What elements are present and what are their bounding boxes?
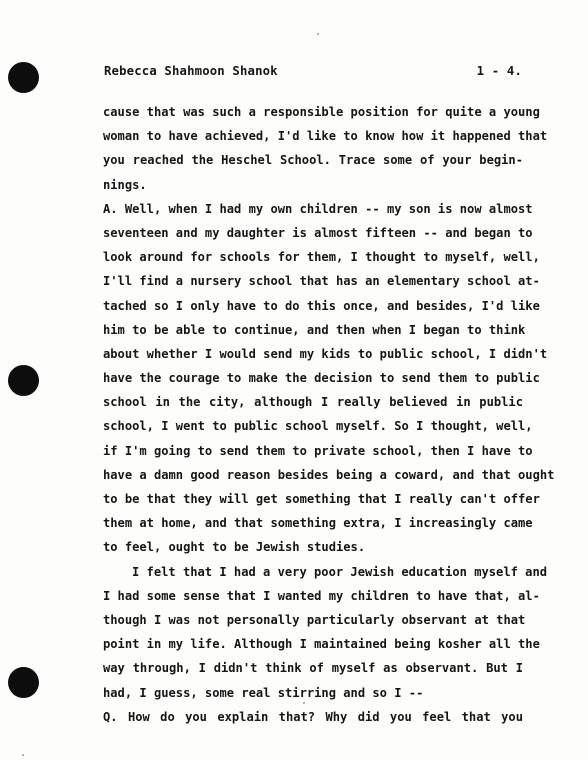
text-line: to be that they will get something that I really can't offer (103, 492, 540, 506)
paper-speck (22, 754, 24, 756)
text-line: cause that was such a responsible position for quite a young (103, 105, 540, 119)
paper-speck (317, 33, 319, 35)
text-line: woman to have achieved, I'd like to know how it happened that (103, 129, 548, 144)
text-line: school in the city, although I really believed in public (103, 395, 523, 410)
text-line: nings. (103, 177, 147, 192)
text-line: them at home, and that something extra, I increasingly came (103, 516, 533, 531)
text-line: seventeen and my daughter is almost fifteen -- and began to (103, 225, 533, 240)
text-line: about whether I would send my kids to public school, I didn't (103, 346, 548, 361)
header-title: Rebecca Shahmoon Shanok (104, 64, 278, 78)
text-line: Q. How do you explain that? Why did you feel that you (103, 709, 523, 724)
text-line: have a damn good reason besides being a coward, and that ought (103, 467, 555, 482)
text-line: to feel, ought to be Jewish studies. (103, 540, 366, 555)
text-line: I felt that I had a very poor Jewish education myself and (132, 564, 548, 579)
text-line: way through, I didn't think of myself as observant. But I (103, 661, 523, 676)
text-line: point in my life. Although I maintained being kosher all the (103, 637, 540, 652)
text-line: A. Well, when I had my own children -- my son is now almost (103, 201, 533, 216)
text-line: I had some sense that I wanted my children to have that, al- (103, 588, 540, 603)
text-line: tached so I only have to do this once, and besides, I'd like (103, 298, 540, 313)
binder-hole-middle (8, 365, 39, 396)
transcript-body (103, 100, 555, 729)
binder-hole-top (8, 62, 39, 93)
header-page-number: 1 - 4. (476, 64, 522, 78)
text-line: him to be able to continue, and then when I began to think (103, 322, 526, 337)
text-line: school, I went to public school myself. So I thought, well, (103, 419, 533, 434)
binder-hole-bottom (8, 667, 39, 698)
text-line: you reached the Heschel School. Trace some of your begin- (103, 153, 523, 168)
text-line: though I was not personally particularly observant at that (103, 612, 526, 627)
text-line: look around for schools for them, I thought to myself, well, (103, 250, 540, 265)
text-line: had, I guess, some real stirring and so I -- (103, 685, 424, 700)
text-line: have the courage to make the decision to send them to public (103, 371, 540, 386)
text-line: I'll find a nursery school that has an elementary school at- (103, 274, 540, 289)
text-line: if I'm going to send them to private school, then I have to (103, 443, 533, 458)
